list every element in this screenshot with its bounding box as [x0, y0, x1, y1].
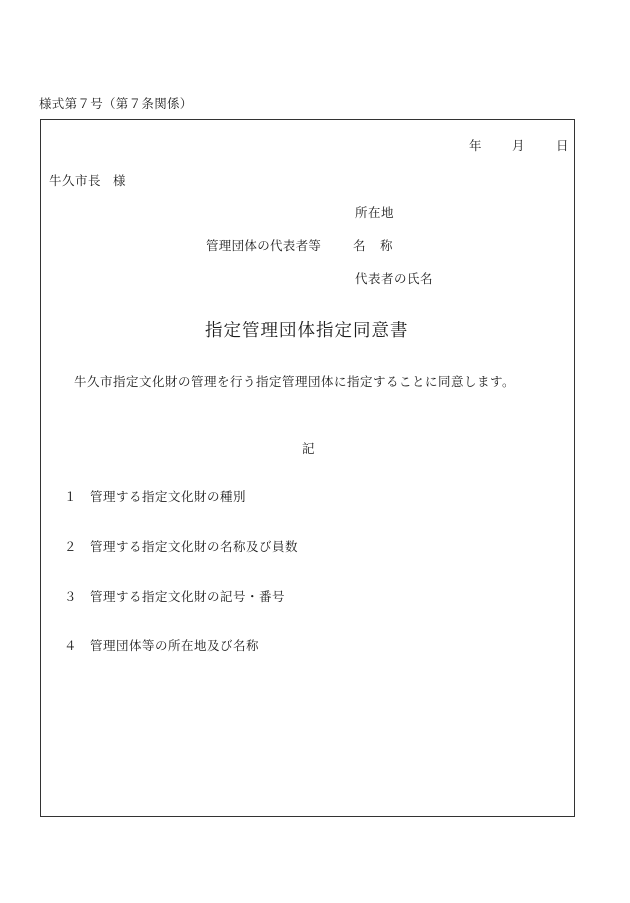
- name-label-char-1: 名: [353, 238, 367, 253]
- list-item: [64, 541, 298, 554]
- consent-statement: 牛久市指定文化財の管理を行う指定管理団体に指定することに同意します。: [74, 374, 516, 389]
- date-day-label: 日: [556, 138, 569, 153]
- addressee-honorific: 様: [113, 173, 127, 188]
- item-number: ３: [64, 589, 78, 604]
- form-number-label: 様式第７号（第７条関係）: [39, 96, 193, 111]
- list-item: [64, 591, 285, 604]
- list-item: [64, 491, 246, 504]
- addressee: [49, 175, 126, 188]
- item-text: 管理する指定文化財の種別: [90, 489, 247, 504]
- representative-name-label: [353, 240, 393, 253]
- item-text: 管理する指定文化財の記号・番号: [90, 589, 286, 604]
- date-month-label: 月: [512, 138, 525, 153]
- ki-heading: 記: [302, 441, 315, 456]
- item-text: 管理団体等の所在地及び名称: [90, 638, 260, 653]
- representative-role-label: 管理団体の代表者等: [206, 238, 322, 253]
- representative-person-label: 代表者の氏名: [355, 271, 434, 286]
- list-item: [64, 640, 259, 653]
- item-number: １: [64, 489, 78, 504]
- item-number: ４: [64, 638, 78, 653]
- document-frame: [40, 119, 575, 817]
- item-number: ２: [64, 539, 78, 554]
- document-title: 指定管理団体指定同意書: [205, 321, 409, 341]
- item-text: 管理する指定文化財の名称及び員数: [90, 539, 299, 554]
- date-year-label: 年: [469, 138, 482, 153]
- name-label-char-2: 称: [380, 238, 394, 253]
- representative-address-label: 所在地: [355, 205, 395, 220]
- addressee-name: 牛久市長: [49, 173, 102, 188]
